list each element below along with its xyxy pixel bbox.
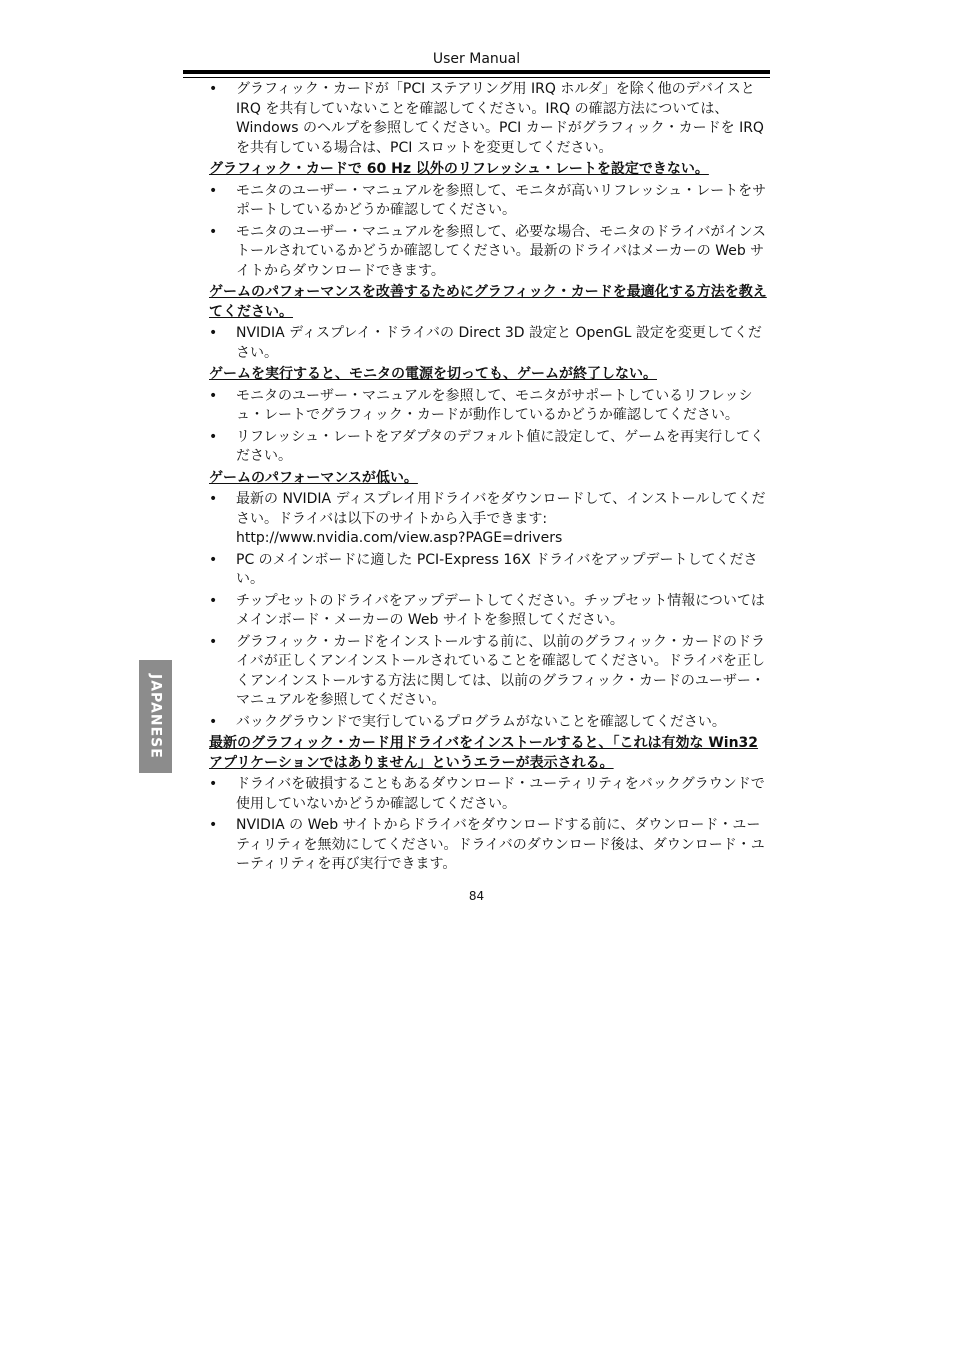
bullet-text: モニタのユーザー・マニュアルを参照して、必要な場合、モニタのドライバがインストールされているかどうか確認してください。最新のドライバはメーカーの Web サイトからダウンロードできます。 xyxy=(236,223,767,279)
bullet-icon: • xyxy=(209,223,218,240)
bullet-icon: • xyxy=(209,713,218,730)
manual-content xyxy=(209,80,771,877)
list-item xyxy=(209,551,771,590)
language-side-tab-label: JAPANESE xyxy=(147,674,164,759)
bullet-text: バックグラウンドで実行しているプログラムがないことを確認してください。 xyxy=(236,713,726,730)
language-side-tab xyxy=(139,660,172,773)
page-header-title: User Manual xyxy=(432,51,521,67)
page-number: 84 xyxy=(468,889,485,903)
section-heading: 最新のグラフィック・カード用ドライバをインストールすると、「これは有効な Win32 アプリケーションではありません」というエラーが表示される。 xyxy=(209,735,759,771)
list-item xyxy=(209,182,771,221)
bullet-icon: • xyxy=(209,325,218,341)
list-item xyxy=(209,428,771,467)
bullet-text: リフレッシュ・レートをアダプタのデフォルト値に設定して、ゲームを再実行してください。 xyxy=(236,428,765,464)
bullet-text: 最新の NVIDIA ディスプレイ用ドライバをダウンロードして、インストールしてください。ドライバは以下のサイトから入手できます: http://www.nvidia.com/view.asp?PAGE=drivers xyxy=(236,491,766,546)
list-item xyxy=(209,387,771,426)
bullet-text: ドライバを破損することもあるダウンロード・ユーティリティをバックグラウンドで使用していないかどうか確認してください。 xyxy=(236,776,765,812)
list-item xyxy=(209,633,771,711)
bullet-text: PC のメインボードに適した PCI-Express 16X ドライバをアップデートしてください。 xyxy=(236,551,758,587)
bullet-text: グラフィック・カードをインストールする前に、以前のグラフィック・カードのドライバが正しくアンインストールされていることを確認してください。ドライバを正しくアンインストールする方法に関しては、以前のグラフィック・カードのユーザー・マニュアルを参照してください。 xyxy=(236,633,766,708)
bullet-icon: • xyxy=(209,387,218,404)
bullet-icon: • xyxy=(209,182,218,199)
bullet-icon: • xyxy=(209,633,218,650)
bullet-icon: • xyxy=(209,592,218,609)
list-item xyxy=(209,223,771,282)
bullet-text: チップセットのドライバをアップデートしてください。チップセット情報についてはメインボード・メーカーの Web サイトを参照してください。 xyxy=(236,592,765,628)
section-heading: ゲームのパフォーマンスを改善するためにグラフィック・カードを最適化する方法を教えてください。 xyxy=(209,284,767,320)
bullet-icon: • xyxy=(209,491,218,507)
bullet-text: モニタのユーザー・マニュアルを参照して、モニタが高いリフレッシュ・レートをサポートしているかどうか確認してください。 xyxy=(236,182,767,218)
section-heading: グラフィック・カードで 60 Hz 以外のリフレッシュ・レートを設定できない。 xyxy=(209,161,709,177)
bullet-text: NVIDIA ディスプレイ・ドライバの Direct 3D 設定と OpenGL 設定を変更してください。 xyxy=(236,325,762,361)
bullet-text: モニタのユーザー・マニュアルを参照して、モニタがサポートしているリフレッシュ・レートでグラフィック・カードが動作しているかどうか確認してください。 xyxy=(236,387,753,423)
list-item xyxy=(209,80,771,158)
list-item xyxy=(209,775,771,814)
bullet-icon: • xyxy=(209,81,218,97)
bullet-text: NVIDIA の Web サイトからドライバをダウンロードする前に、ダウンロード・ユーティリティを無効にしてください。ドライバのダウンロード後は、ダウンロード・ユーティリティを再び実行できます。 xyxy=(236,817,765,872)
list-item xyxy=(209,816,771,875)
list-item xyxy=(209,490,771,549)
list-item xyxy=(209,592,771,631)
bullet-icon: • xyxy=(209,776,218,792)
header-rule-thick xyxy=(183,70,770,74)
bullet-icon: • xyxy=(209,551,218,568)
section-heading: ゲームを実行すると、モニタの電源を切っても、ゲームが終了しない。 xyxy=(209,366,657,382)
header-rule-thin xyxy=(183,77,770,78)
bullet-icon: • xyxy=(209,817,218,833)
list-item xyxy=(209,324,771,363)
bullet-text: グラフィック・カードが「PCI ステアリング用 IRQ ホルダ」を除く他のデバイスと IRQ を共有していないことを確認してください。IRQ の確認方法については、Windows のヘルプを参照してください。PCI カードがグラフィック・カードを IRQ を共有している場合は、PCI スロットを変更してください。 xyxy=(236,81,764,156)
list-item xyxy=(209,713,771,733)
section-heading: ゲームのパフォーマンスが低い。 xyxy=(209,469,418,486)
bullet-icon: • xyxy=(209,428,218,445)
